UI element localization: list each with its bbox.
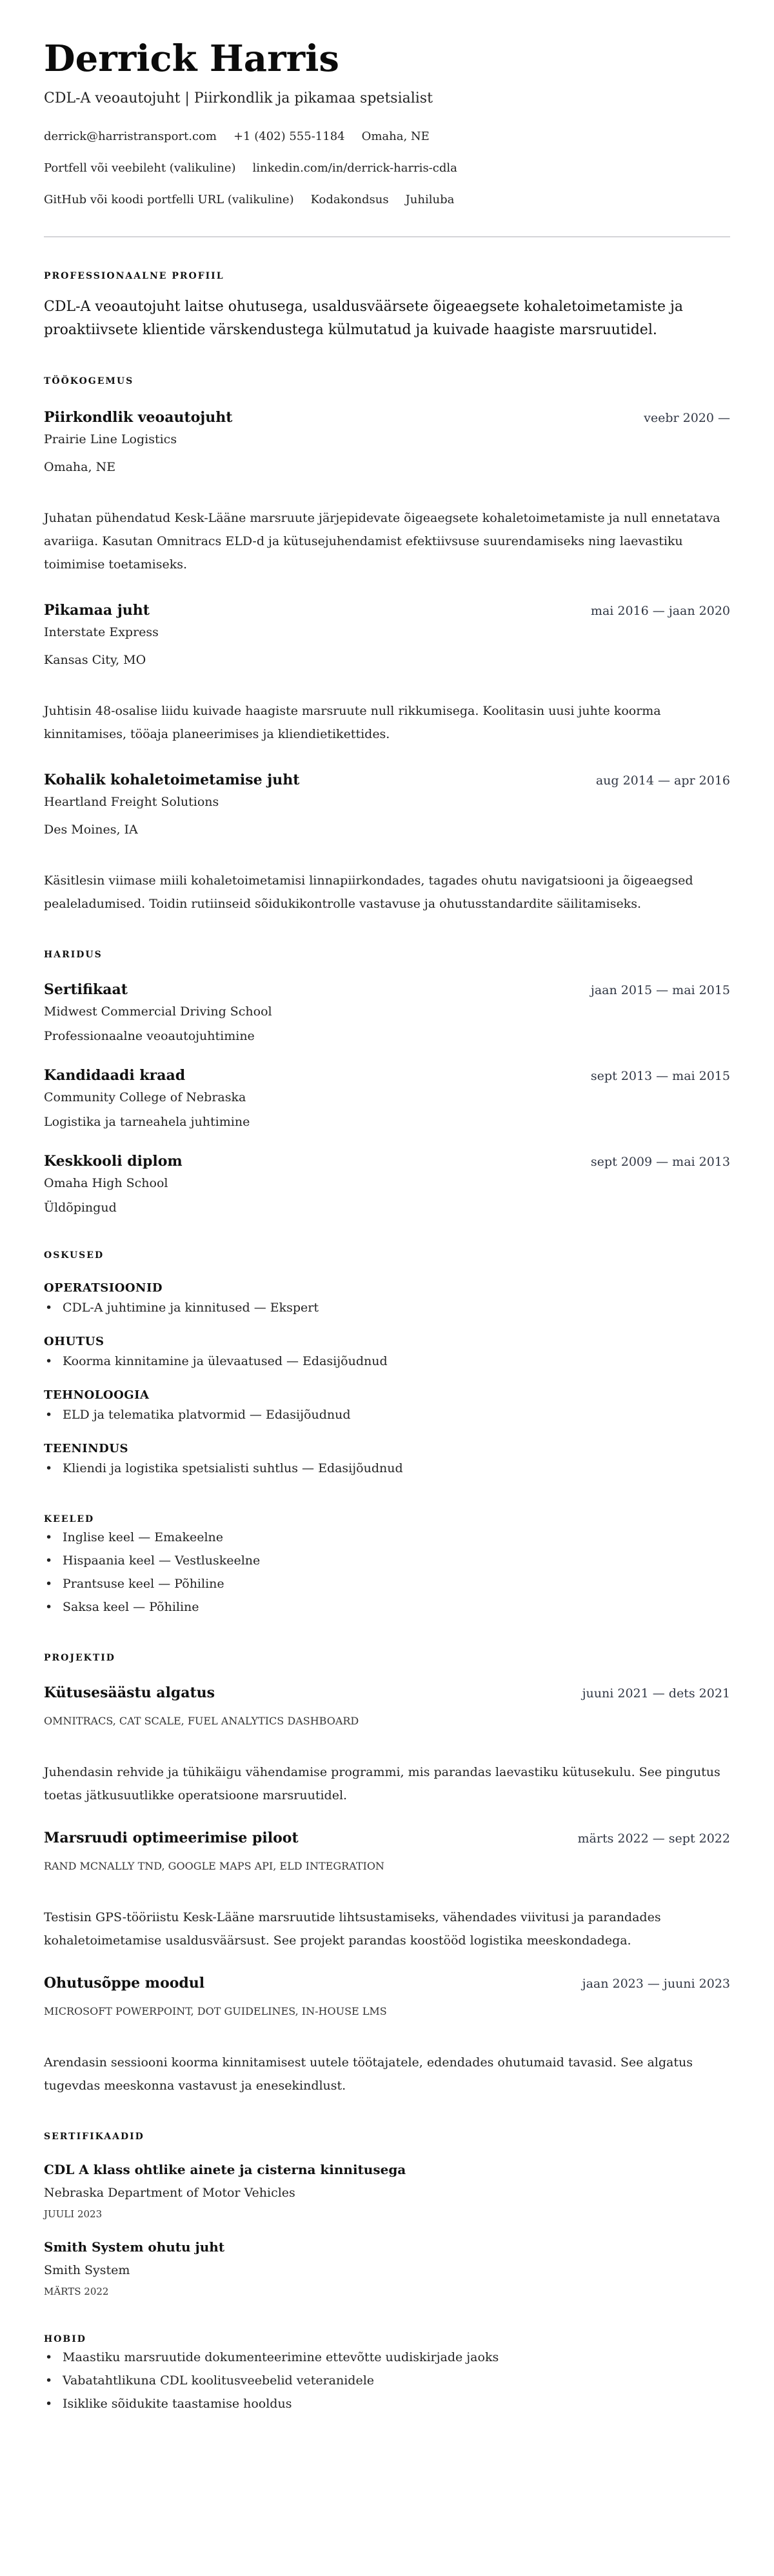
degree-title: Kandidaadi kraad [44, 1067, 186, 1084]
hobby-item: • Vabatahtlikuna CDL koolitusveebelid veteranidele [44, 2369, 730, 2392]
skill-item: • Koorma kinnitamine ja ülevaatused — Edasijõudnud [44, 1350, 730, 1373]
project-title: Ohutusõppe moodul [44, 1975, 205, 1992]
language-item: • Prantsuse keel — Põhiline [44, 1572, 730, 1595]
skills-section [44, 1249, 730, 1480]
project-tech: RAND MCNALLY TND, GOOGLE MAPS API, ELD INTEGRATION [44, 1860, 384, 1872]
certification-issuer: Smith System [44, 2263, 130, 2277]
field-of-study: Üldõpingud [44, 1201, 117, 1215]
phone: +1 (402) 555-1184 [233, 130, 345, 143]
project-date: märts 2022 — sept 2022 [577, 1832, 730, 1846]
portfolio-link[interactable]: Portfell või veebileht (valikuline) [44, 161, 236, 175]
section-heading: PROFESSIONAALNE PROFIIL [44, 271, 224, 281]
project-entry [44, 1683, 730, 1807]
linkedin-link[interactable]: linkedin.com/in/derrick-harris-cdla [252, 161, 457, 175]
skill-item: • ELD ja telematika platvormid — Edasijõudnud [44, 1403, 730, 1426]
hobby-item: • Isiklike sõidukite taastamise hooldus [44, 2392, 730, 2415]
degree-title: Keskkooli diplom [44, 1153, 183, 1170]
section-heading: SERTIFIKAADID [44, 2132, 144, 2142]
job-date: aug 2014 — apr 2016 [595, 774, 730, 788]
certification-issuer: Nebraska Department of Motor Vehicles [44, 2186, 295, 2200]
job-entry [44, 770, 730, 915]
skill-category: TEENINDUS [44, 1442, 128, 1455]
job-title: Piirkondlik veoautojuht [44, 409, 233, 426]
project-date: jaan 2023 — juuni 2023 [582, 1977, 730, 1991]
certification-title: CDL A klass ohtlike ainete ja cisterna kinnitusega [44, 2162, 406, 2177]
certification-entry [44, 2161, 730, 2221]
experience-section [44, 375, 730, 915]
project-description: Juhendasin rehvide ja tühikäigu vähendamise programmi, mis parandas laevastiku kütusekulu. See pingutus toetas jätkusuutlikke operatsioone marsruutidel. [44, 1765, 720, 1802]
job-location: Kansas City, MO [44, 653, 146, 667]
section-heading: OSKUSED [44, 1250, 104, 1261]
project-date: juuni 2021 — dets 2021 [582, 1686, 730, 1701]
skill-list [44, 1403, 730, 1426]
resume-header [44, 39, 730, 208]
skill-list [44, 1296, 730, 1319]
education-entry [44, 1152, 730, 1216]
job-company: Interstate Express [44, 625, 159, 639]
job-location: Omaha, NE [44, 460, 116, 474]
projects-section [44, 1652, 730, 2097]
contact-row [44, 192, 730, 208]
header-divider [44, 236, 730, 237]
section-heading: HOBID [44, 2334, 86, 2344]
school-name: Community College of Nebraska [44, 1090, 246, 1104]
degree-title: Sertifikaat [44, 981, 128, 998]
project-tech: MICROSOFT POWERPOINT, DOT GUIDELINES, IN-HOUSE LMS [44, 2005, 387, 2017]
project-description: Arendasin sessiooni koorma kinnitamisest uutele töötajatele, edendades ohutumaid tavasid. See algatus tugevdas meeskonna vastavust ja enesekindlust. [44, 2055, 693, 2093]
certification-date: JUULI 2023 [44, 2208, 103, 2220]
section-heading: TÖÖKOGEMUS [44, 376, 134, 386]
skill-category: TEHNOLOOGIA [44, 1388, 150, 1402]
project-description: Testisin GPS-tööriistu Kesk-Lääne marsruutide lihtsustamiseks, vähendades viivitusi ja parandades kohaletoimetamise usaldusväärsust. See projekt parandas koostööd logistika meeskondadega. [44, 1910, 661, 1948]
languages-section [44, 1513, 730, 1619]
contact-row [44, 128, 730, 145]
skill-item: • Kliendi ja logistika spetsialisti suhtlus — Edasijõudnud [44, 1457, 730, 1480]
field-of-study: Logistika ja tarneahela juhtimine [44, 1115, 250, 1129]
drivers-license: Juhiluba [405, 193, 455, 206]
language-item: • Hispaania keel — Vestluskeelne [44, 1549, 730, 1572]
project-tech: OMNITRACS, CAT SCALE, FUEL ANALYTICS DASHBOARD [44, 1715, 359, 1727]
hobby-list [44, 2346, 730, 2415]
skill-category: OHUTUS [44, 1335, 104, 1348]
language-list [44, 1526, 730, 1619]
job-company: Heartland Freight Solutions [44, 795, 219, 809]
certification-date: MÄRTS 2022 [44, 2286, 109, 2297]
section-heading: KEELED [44, 1514, 95, 1524]
education-date: sept 2013 — mai 2015 [590, 1069, 730, 1083]
project-title: Marsruudi optimeerimise piloot [44, 1830, 299, 1846]
hobby-item: • Maastiku marsruutide dokumenteerimine ettevõtte uudiskirjade jaoks [44, 2346, 730, 2369]
project-title: Kütusesäästu algatus [44, 1684, 215, 1701]
email-link[interactable]: derrick@harristransport.com [44, 130, 217, 143]
language-item: • Inglise keel — Emakeelne [44, 1526, 730, 1549]
job-description: Käsitlesin viimase miili kohaletoimetamisi linnapiirkondades, tagades ohutu navigatsiooni ja õigeaegsed pealeladumised. Toidin rutiinseid sõidukikontrolle vastavuse ja ohutusstandardite säilitamiseks. [44, 874, 693, 911]
citizenship: Kodakondsus [310, 193, 389, 206]
project-entry [44, 1828, 730, 1952]
profile-text: CDL-A veoautojuht laitse ohutusega, usaldusväärsete õigeaegsete kohaletoimetamiste ja proaktiivsete klientide värskendustega külmutatud ja kuivade haagiste marsruutidel. [44, 299, 683, 338]
job-company: Prairie Line Logistics [44, 432, 177, 446]
skill-category: OPERATSIOONID [44, 1281, 163, 1295]
education-date: jaan 2015 — mai 2015 [590, 983, 730, 997]
job-entry [44, 601, 730, 746]
candidate-name: Derrick Harris [44, 37, 339, 80]
job-title: Pikamaa juht [44, 602, 150, 619]
education-section [44, 948, 730, 1216]
job-description: Juhatan pühendatud Kesk-Lääne marsruute järjepidevate õigeaegsete kohaletoimetamiste ja null ennetatava avariiga. Kasutan Omnitracs ELD-d ja kütusejuhendamist efektiivsuse suurendamiseks ning laevastiku toimimise toetamiseks. [44, 511, 720, 572]
project-entry [44, 1973, 730, 2097]
section-heading: PROJEKTID [44, 1653, 115, 1663]
github-link[interactable]: GitHub või koodi portfelli URL (valikuline) [44, 193, 294, 206]
school-name: Midwest Commercial Driving School [44, 1004, 272, 1019]
skill-list [44, 1457, 730, 1480]
certifications-section [44, 2130, 730, 2299]
profile-section [44, 270, 730, 342]
education-entry [44, 1066, 730, 1130]
job-entry [44, 408, 730, 576]
location: Omaha, NE [361, 130, 430, 143]
job-description: Juhtisin 48-osalise liidu kuivade haagiste marsruute null rikkumisega. Koolitasin uusi juhte koorma kinnitamises, tööaja planeerimises ja kliendietikettides. [44, 704, 661, 741]
job-title: Kohalik kohaletoimetamise juht [44, 772, 300, 788]
field-of-study: Professionaalne veoautojuhtimine [44, 1029, 255, 1043]
certification-title: Smith System ohutu juht [44, 2239, 225, 2255]
headline: CDL-A veoautojuht | Piirkondlik ja pikamaa spetsialist [44, 90, 433, 106]
education-date: sept 2009 — mai 2013 [590, 1155, 730, 1169]
skill-list [44, 1350, 730, 1373]
job-location: Des Moines, IA [44, 823, 138, 837]
language-item: • Saksa keel — Põhiline [44, 1595, 730, 1619]
hobbies-section [44, 2333, 730, 2415]
skill-item: • CDL-A juhtimine ja kinnitused — Ekspert [44, 1296, 730, 1319]
job-date: mai 2016 — jaan 2020 [590, 604, 730, 618]
education-entry [44, 980, 730, 1044]
school-name: Omaha High School [44, 1176, 168, 1190]
section-heading: HARIDUS [44, 950, 103, 960]
contact-row [44, 160, 730, 177]
certification-entry [44, 2239, 730, 2299]
job-date: veebr 2020 — [644, 411, 730, 425]
